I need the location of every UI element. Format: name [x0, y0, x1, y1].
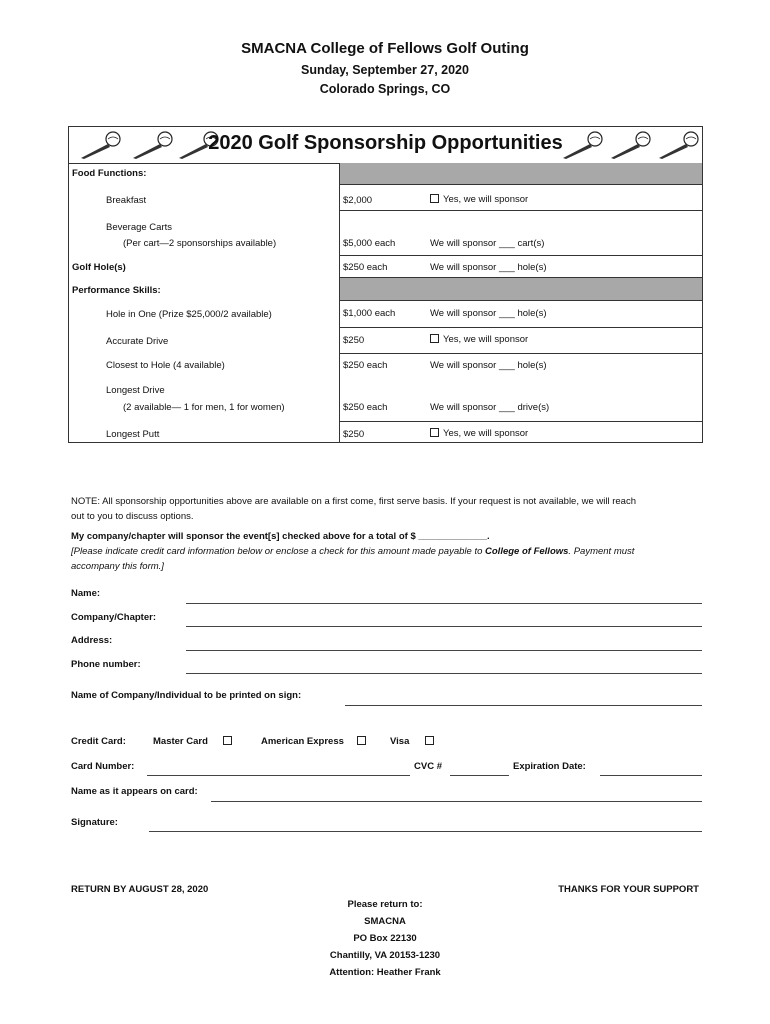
accurate-drive-label: Accurate Drive — [106, 336, 169, 347]
thanks-message: THANKS FOR YOUR SUPPORT — [558, 884, 699, 895]
accurate-drive-option[interactable] — [430, 334, 528, 345]
master-card-checkbox[interactable] — [223, 736, 232, 745]
expiration-field[interactable] — [600, 775, 702, 776]
checkbox-icon[interactable] — [430, 428, 439, 437]
payment-instructions-end: accompany this form.] — [71, 561, 164, 572]
return-org: SMACNA — [364, 916, 406, 927]
note-line-1: NOTE: All sponsorship opportunities above are available on a first come, first serve basis. If your request is not available, we will reach — [71, 496, 636, 507]
company-field[interactable] — [186, 626, 702, 627]
table-title: 2020 Golf Sponsorship Opportunities — [208, 132, 563, 154]
golf-holes-label: Golf Hole(s) — [72, 262, 126, 273]
name-on-card-field[interactable] — [211, 801, 702, 802]
longest-putt-label: Longest Putt — [106, 429, 160, 440]
return-po-box: PO Box 22130 — [353, 933, 417, 944]
sponsorship-table — [68, 126, 703, 443]
closest-to-hole-label: Closest to Hole (4 available) — [106, 360, 225, 371]
return-by: RETURN BY AUGUST 28, 2020 — [71, 884, 209, 895]
row-divider — [340, 421, 702, 422]
breakfast-label: Breakfast — [106, 195, 147, 206]
row-divider — [340, 184, 702, 185]
longest-drive-sublabel: (2 available— 1 for men, 1 for women) — [123, 402, 285, 413]
breakfast-price: $2,000 — [343, 195, 373, 206]
golf-club-icon — [559, 130, 605, 160]
phone-field[interactable] — [186, 673, 702, 674]
return-attention: Attention: Heather Frank — [329, 967, 441, 978]
event-location: Colorado Springs, CO — [319, 82, 451, 96]
card-number-field[interactable] — [147, 775, 410, 776]
beverage-label: Beverage Carts — [106, 222, 173, 233]
breakfast-option-text: Yes, we will sponsor — [443, 194, 529, 205]
page-title: SMACNA College of Fellows Golf Outing — [241, 40, 529, 57]
beverage-option[interactable]: We will sponsor ___ cart(s) — [430, 238, 545, 249]
section-food-functions: Food Functions: — [72, 168, 147, 179]
payee-name: College of Fellows — [485, 546, 569, 557]
cvc-label: CVC # — [414, 761, 442, 772]
hole-in-one-option[interactable]: We will sponsor ___ hole(s) — [430, 308, 547, 319]
checkbox-icon[interactable] — [430, 194, 439, 203]
company-label: Company/Chapter: — [71, 612, 156, 623]
note-line-2: out to you to discuss options. — [71, 511, 194, 522]
golf-club-icon — [655, 130, 701, 160]
amex-label: American Express — [261, 736, 344, 747]
accurate-drive-price: $250 — [343, 335, 365, 346]
longest-drive-price: $250 each — [343, 402, 388, 413]
total-commitment: My company/chapter will sponsor the event[s] checked above for a total of $ _____________. — [71, 531, 490, 542]
section-performance-skills: Performance Skills: — [72, 285, 161, 296]
row-divider — [340, 327, 702, 328]
closest-to-hole-price: $250 each — [343, 360, 388, 371]
checkbox-icon[interactable] — [430, 334, 439, 343]
signature-field[interactable] — [149, 831, 702, 832]
row-divider — [340, 300, 702, 301]
longest-drive-option[interactable]: We will sponsor ___ drive(s) — [430, 402, 550, 413]
address-field[interactable] — [186, 650, 702, 651]
name-field[interactable] — [186, 603, 702, 604]
closest-to-hole-option[interactable]: We will sponsor ___ hole(s) — [430, 360, 547, 371]
name-on-card-label: Name as it appears on card: — [71, 786, 198, 797]
section-shade — [340, 163, 702, 184]
payment-instructions — [71, 546, 634, 557]
credit-card-label: Credit Card: — [71, 736, 126, 747]
phone-label: Phone number: — [71, 659, 141, 670]
name-label: Name: — [71, 588, 101, 599]
hole-in-one-label: Hole in One (Prize $25,000/2 available) — [106, 309, 272, 320]
row-divider — [340, 210, 702, 211]
visa-checkbox[interactable] — [425, 736, 434, 745]
longest-putt-price: $250 — [343, 429, 365, 440]
column-divider — [339, 163, 340, 442]
return-city: Chantilly, VA 20153-1230 — [329, 950, 441, 961]
payment-instructions-text: [Please indicate credit card information below or enclose a check for this amount made payable to — [71, 546, 486, 557]
return-to-heading: Please return to: — [347, 899, 423, 910]
signature-label: Signature: — [71, 817, 118, 828]
address-label: Address: — [71, 635, 113, 646]
accurate-drive-option-text: Yes, we will sponsor — [443, 334, 529, 345]
amex-checkbox[interactable] — [357, 736, 366, 745]
print-name-label: Name of Company/Individual to be printed on sign: — [71, 690, 302, 701]
golf-holes-price: $250 each — [343, 262, 388, 273]
visa-label: Visa — [390, 736, 410, 747]
table-header — [69, 127, 702, 164]
hole-in-one-price: $1,000 each — [343, 308, 396, 319]
master-card-label: Master Card — [153, 736, 208, 747]
beverage-price: $5,000 each — [343, 238, 396, 249]
row-divider — [340, 255, 702, 256]
row-divider — [340, 277, 702, 278]
golf-holes-option[interactable]: We will sponsor ___ hole(s) — [430, 262, 547, 273]
golf-club-icon — [607, 130, 653, 160]
payment-instructions-tail: . Payment must — [568, 546, 635, 557]
beverage-sublabel: (Per cart—2 sponsorships available) — [123, 238, 277, 249]
longest-putt-option[interactable] — [430, 428, 528, 439]
card-number-label: Card Number: — [71, 761, 135, 772]
print-name-field[interactable] — [345, 705, 702, 706]
breakfast-option[interactable] — [430, 194, 528, 205]
row-divider — [340, 353, 702, 354]
longest-drive-label: Longest Drive — [106, 385, 165, 396]
expiration-label: Expiration Date: — [513, 761, 586, 772]
event-date: Sunday, September 27, 2020 — [301, 63, 469, 77]
longest-putt-option-text: Yes, we will sponsor — [443, 428, 529, 439]
cvc-field[interactable] — [450, 775, 509, 776]
section-shade — [340, 278, 702, 300]
